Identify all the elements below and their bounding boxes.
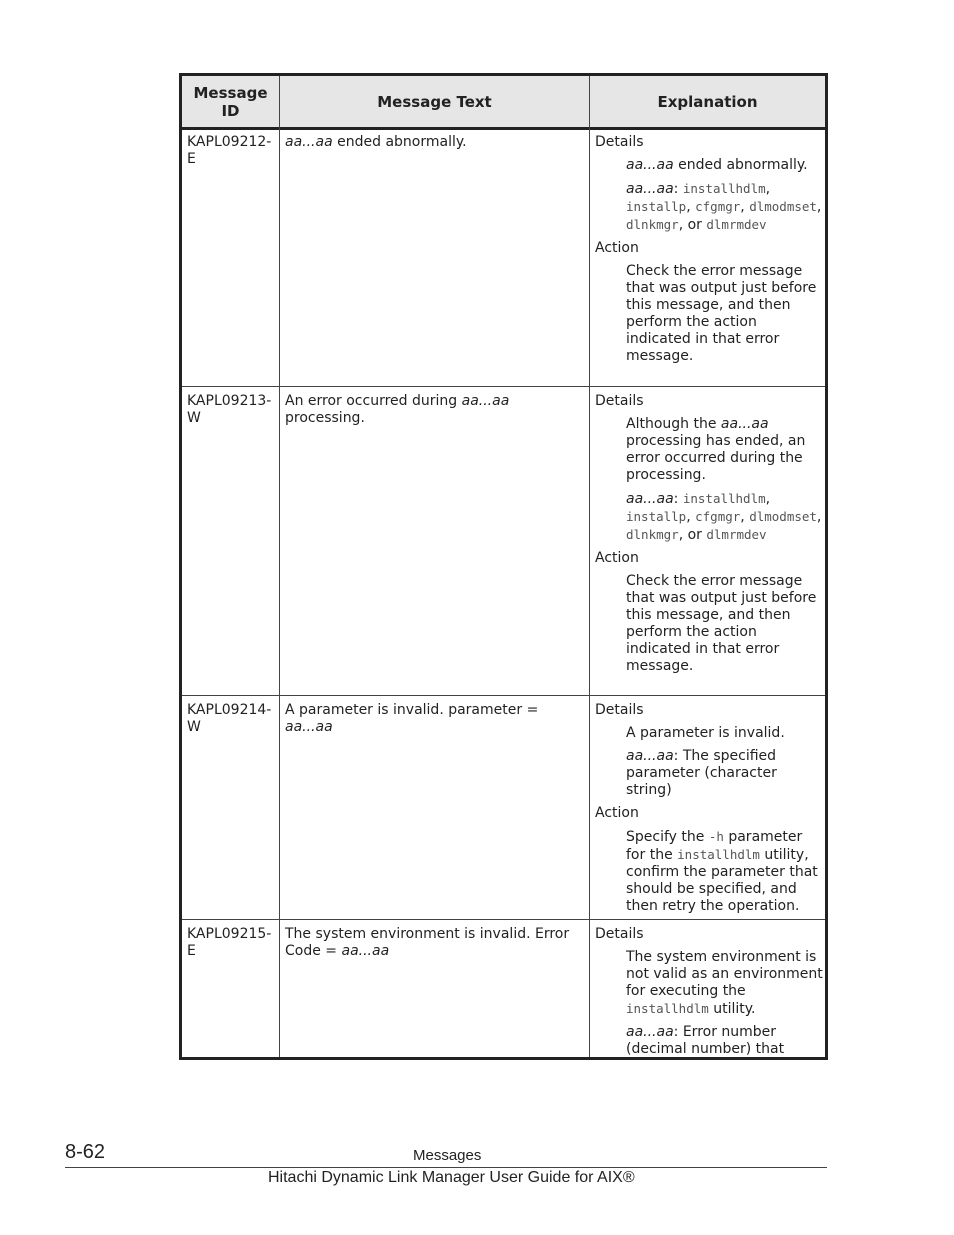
message-text-cell: The system environment is invalid. Error Code = aa...aa [285,926,570,959]
action-text: Specify the -h parameter for the installhdlm utility, confirm the parameter that should be specified, and then retry the operation. [626,829,818,914]
details-label: Details [595,393,644,409]
details-label: Details [595,926,644,942]
message-id-cell: KAPL09214-W [187,702,272,735]
messages-table [179,73,828,1060]
details-label: Details [595,134,644,150]
message-id-cell: KAPL09213-W [187,393,272,426]
footer-rule [65,1167,827,1168]
header-message-id: Message ID [193,83,268,120]
explanation-cell: Details A parameter is invalid. aa...aa: The specified parameter (character string) Action Specify the -h parameter for the installhdlm utility, confirm the parameter that should be specified, and then retry the operation. [595,702,825,915]
action-text: Check the error message that was output just before this message, and then perform the action indicated in that error message. [626,573,817,674]
document-title: Hitachi Dynamic Link Manager User Guide for AIX® [268,1169,635,1186]
explanation-cell: Details Although the aa...aa processing has ended, an error occurred during the processing. aa...aa: installhdlm, installp, cfgmgr, dlmodmset, dlnkmgr, or dlmrmdev Action Check the error message that was output just before this message, and then perform the action indicated in that error message. [595,393,825,675]
message-id-cell: KAPL09212-E [187,134,272,167]
message-text-cell: An error occurred during aa...aa processing. [285,393,510,426]
header-message-text: Message Text [377,92,492,111]
header-explanation: Explanation [657,92,758,111]
page-number: 8-62 [65,1141,106,1163]
message-text-cell: aa...aa ended abnormally. [285,134,467,150]
message-id-cell: KAPL09215-E [187,926,272,959]
message-text-cell: A parameter is invalid. parameter = aa...aa [285,702,539,735]
action-label: Action [595,805,639,821]
details-label: Details [595,702,644,718]
explanation-cell: Details aa...aa ended abnormally. aa...aa: installhdlm, installp, cfgmgr, dlmodmset, dlnkmgr, or dlmrmdev Action Check the error message that was output just before this message, and then perform the action indicated in that error message. [595,134,825,365]
action-text: Check the error message that was output just before this message, and then perform the action indicated in that error message. [626,263,817,364]
action-label: Action [595,240,639,256]
action-label: Action [595,550,639,566]
explanation-cell: Details The system environment is not valid as an environment for executing the installhdlm utility. aa...aa: Error number (decimal number) that [595,926,825,1058]
section-name: Messages [413,1147,482,1164]
